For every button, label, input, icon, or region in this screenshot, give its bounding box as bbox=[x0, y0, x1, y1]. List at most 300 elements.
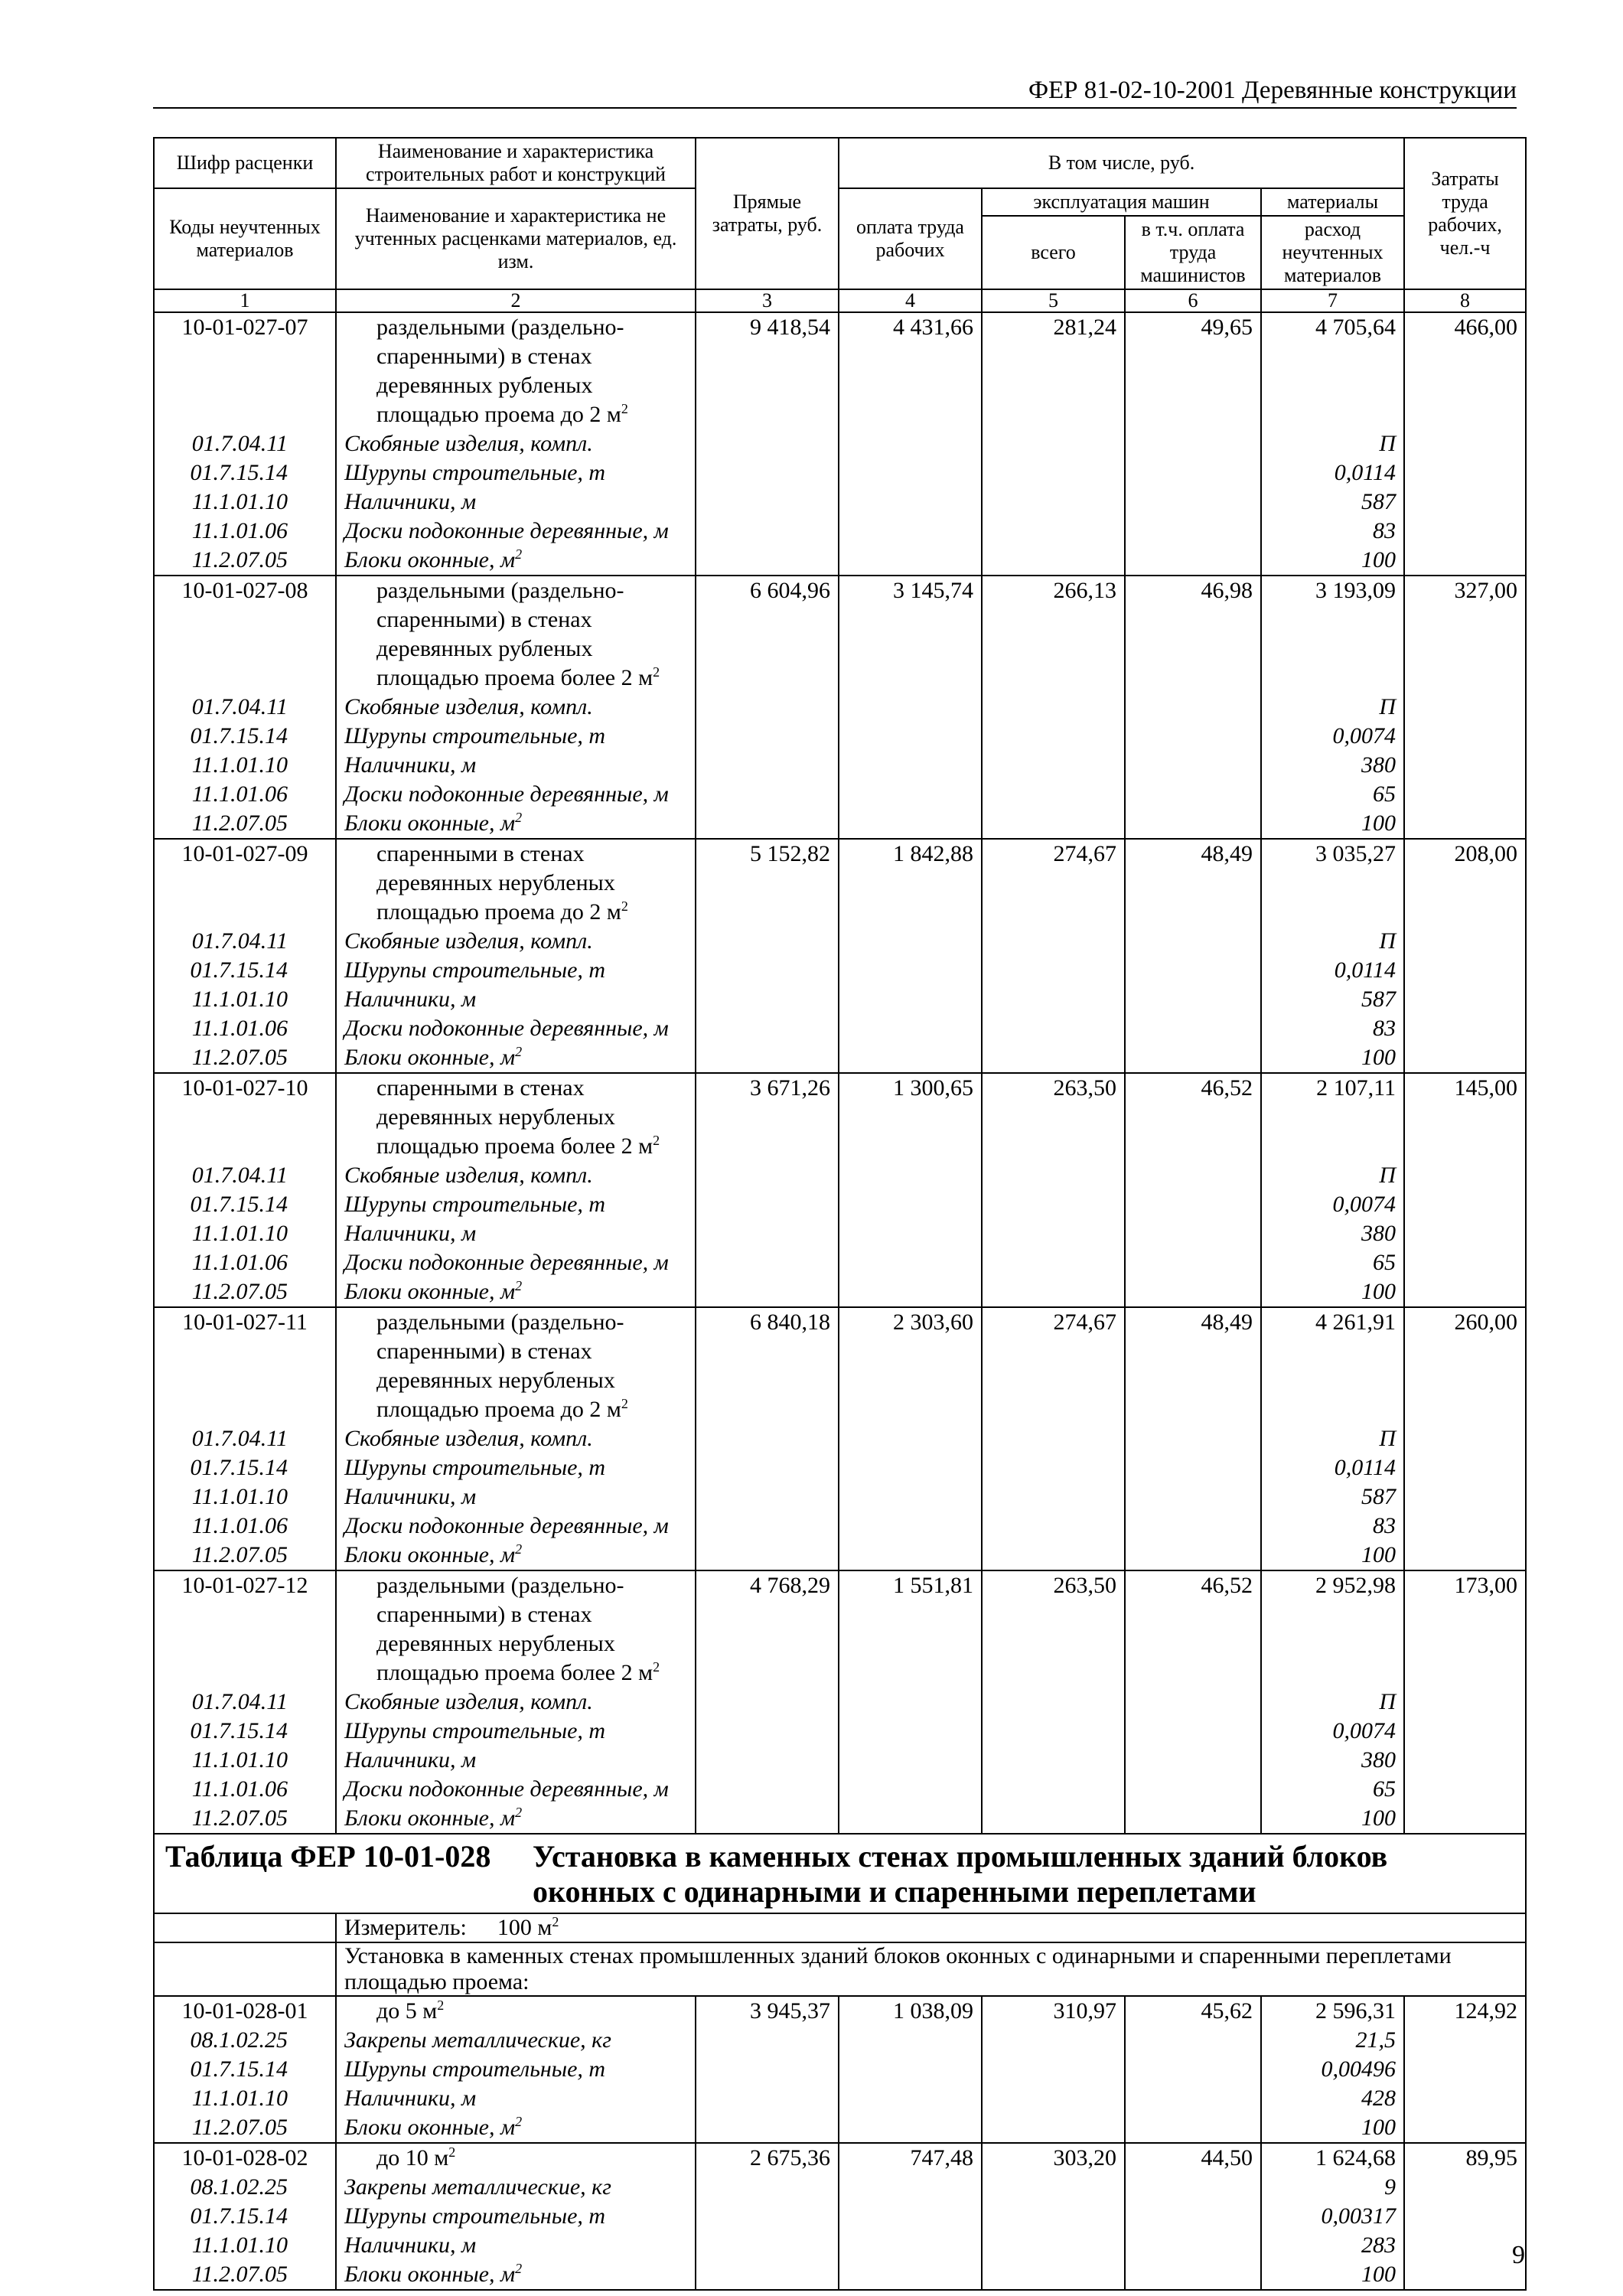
empty-cell bbox=[1404, 780, 1526, 809]
rate-code: 10-01-028-02 bbox=[154, 2143, 336, 2173]
rate-code: 10-01-027-08 bbox=[154, 576, 336, 693]
empty-cell bbox=[1125, 2055, 1261, 2084]
machines-labor: 46,52 bbox=[1125, 1073, 1261, 1161]
empty-cell bbox=[1125, 429, 1261, 458]
material-code: 01.7.04.11 bbox=[154, 927, 336, 956]
measure bbox=[336, 1913, 1526, 1942]
material-row bbox=[154, 429, 1526, 458]
empty-cell bbox=[839, 1717, 982, 1746]
material-name-text: Доски подоконные деревянные, м bbox=[344, 518, 669, 543]
empty-cell bbox=[1404, 1043, 1526, 1073]
material-row bbox=[154, 1014, 1526, 1043]
empty-cell bbox=[1125, 2084, 1261, 2113]
empty-cell bbox=[982, 1541, 1125, 1570]
header-materials-consumption: расход неучтенных материалов bbox=[1261, 216, 1404, 289]
material-consumption: П bbox=[1261, 1688, 1404, 1717]
material-row bbox=[154, 1161, 1526, 1190]
empty-cell bbox=[1404, 429, 1526, 458]
material-name bbox=[336, 1014, 696, 1043]
empty-cell bbox=[839, 751, 982, 780]
material-name-text: Шурупы строительные, т bbox=[344, 460, 606, 485]
header-code: Шифр расценки bbox=[154, 138, 336, 188]
empty-cell bbox=[982, 429, 1125, 458]
unit-superscript: 2 bbox=[621, 401, 628, 416]
material-name-text: Блоки оконные, м bbox=[344, 810, 516, 836]
empty-cell bbox=[696, 956, 839, 985]
empty-cell bbox=[982, 2260, 1125, 2290]
empty-cell bbox=[839, 1161, 982, 1190]
material-row bbox=[154, 546, 1526, 576]
material-row bbox=[154, 1453, 1526, 1482]
material-name-text: Доски подоконные деревянные, м bbox=[344, 1513, 669, 1538]
material-code: 01.7.15.14 bbox=[154, 458, 336, 488]
machines-total: 263,50 bbox=[982, 1570, 1125, 1688]
empty-cell bbox=[696, 488, 839, 517]
empty-cell bbox=[982, 546, 1125, 576]
description-line: спаренными) в стенах bbox=[376, 344, 592, 369]
empty-cell bbox=[839, 1043, 982, 1073]
empty-cell bbox=[839, 2084, 982, 2113]
empty-cell bbox=[982, 722, 1125, 751]
table-row bbox=[154, 312, 1526, 429]
empty-cell bbox=[1125, 780, 1261, 809]
empty-cell bbox=[1404, 517, 1526, 546]
material-code: 11.2.07.05 bbox=[154, 546, 336, 576]
material-row bbox=[154, 2084, 1526, 2113]
empty-cell bbox=[982, 751, 1125, 780]
empty-cell bbox=[1125, 1190, 1261, 1219]
materials-cost: 1 624,68 bbox=[1261, 2143, 1404, 2173]
material-row bbox=[154, 1804, 1526, 1834]
material-row bbox=[154, 2260, 1526, 2290]
empty-cell bbox=[982, 458, 1125, 488]
material-name-text: Шурупы строительные, т bbox=[344, 2056, 606, 2082]
description-line: до 5 м bbox=[376, 1998, 438, 2024]
material-name-text: Наличники, м bbox=[344, 1221, 477, 1246]
empty-cell bbox=[839, 1014, 982, 1043]
material-name-text: Блоки оконные, м bbox=[344, 2115, 516, 2140]
material-row bbox=[154, 780, 1526, 809]
material-name bbox=[336, 2173, 696, 2202]
material-name bbox=[336, 1775, 696, 1804]
material-name-text: Наличники, м bbox=[344, 987, 477, 1012]
rate-code: 10-01-027-10 bbox=[154, 1073, 336, 1161]
empty-cell bbox=[1125, 693, 1261, 722]
material-row bbox=[154, 927, 1526, 956]
empty-cell bbox=[982, 1014, 1125, 1043]
empty-cell bbox=[1404, 751, 1526, 780]
table-row bbox=[154, 1307, 1526, 1424]
material-row bbox=[154, 809, 1526, 839]
materials-cost: 4 261,91 bbox=[1261, 1307, 1404, 1424]
material-code: 01.7.15.14 bbox=[154, 2202, 336, 2231]
labor-pay: 4 431,66 bbox=[839, 312, 982, 429]
description-line: до 10 м bbox=[376, 2145, 449, 2170]
material-code: 01.7.04.11 bbox=[154, 1688, 336, 1717]
empty-cell bbox=[982, 2026, 1125, 2055]
empty-cell bbox=[1125, 722, 1261, 751]
group-row bbox=[154, 1942, 1526, 1996]
empty-cell bbox=[1125, 1219, 1261, 1248]
description-line: деревянных рубленых bbox=[376, 373, 593, 398]
material-code: 11.1.01.10 bbox=[154, 488, 336, 517]
empty-cell bbox=[982, 2202, 1125, 2231]
material-consumption: 587 bbox=[1261, 985, 1404, 1014]
empty-cell bbox=[982, 956, 1125, 985]
price-table bbox=[153, 137, 1527, 2291]
labor-hours: 466,00 bbox=[1404, 312, 1526, 429]
material-name-text: Доски подоконные деревянные, м bbox=[344, 781, 669, 807]
empty-cell bbox=[696, 546, 839, 576]
empty-cell bbox=[839, 2173, 982, 2202]
materials-cost: 2 107,11 bbox=[1261, 1073, 1404, 1161]
empty-cell bbox=[1404, 927, 1526, 956]
empty-cell bbox=[696, 1746, 839, 1775]
material-consumption: 65 bbox=[1261, 780, 1404, 809]
material-row bbox=[154, 1190, 1526, 1219]
direct-costs: 6 840,18 bbox=[696, 1307, 839, 1424]
description-line: деревянных нерубленых bbox=[376, 870, 615, 895]
table-row bbox=[154, 839, 1526, 927]
material-name-text: Скобяные изделия, компл. bbox=[344, 1163, 593, 1188]
material-row bbox=[154, 1219, 1526, 1248]
material-name-text: Доски подоконные деревянные, м bbox=[344, 1250, 669, 1275]
material-name bbox=[336, 517, 696, 546]
empty-cell bbox=[839, 1424, 982, 1453]
labor-pay: 747,48 bbox=[839, 2143, 982, 2173]
work-description bbox=[336, 312, 696, 429]
material-row bbox=[154, 722, 1526, 751]
empty-cell bbox=[1404, 2173, 1526, 2202]
material-consumption: 0,0114 bbox=[1261, 956, 1404, 985]
empty-cell bbox=[1125, 1482, 1261, 1512]
empty-cell bbox=[1125, 1453, 1261, 1482]
material-row bbox=[154, 751, 1526, 780]
material-consumption: 283 bbox=[1261, 2231, 1404, 2260]
material-name bbox=[336, 2113, 696, 2143]
empty-cell bbox=[1125, 1541, 1261, 1570]
empty-cell bbox=[1125, 2173, 1261, 2202]
material-name-text: Скобяные изделия, компл. bbox=[344, 1689, 593, 1714]
empty-cell bbox=[982, 488, 1125, 517]
table-row bbox=[154, 1996, 1526, 2026]
materials-cost: 3 193,09 bbox=[1261, 576, 1404, 693]
material-consumption: П bbox=[1261, 429, 1404, 458]
empty-cell bbox=[839, 1482, 982, 1512]
description-line: деревянных нерубленых bbox=[376, 1368, 615, 1393]
material-name bbox=[336, 488, 696, 517]
unit-superscript: 2 bbox=[653, 664, 660, 680]
material-consumption: 0,00496 bbox=[1261, 2055, 1404, 2084]
empty-cell bbox=[982, 1512, 1125, 1541]
unit-superscript: 2 bbox=[515, 2114, 523, 2129]
section-label: Таблица ФЕР 10-01-028 bbox=[165, 1839, 491, 1874]
material-name bbox=[336, 809, 696, 839]
empty-cell bbox=[1125, 809, 1261, 839]
material-consumption: 0,0114 bbox=[1261, 458, 1404, 488]
empty-cell bbox=[1404, 1804, 1526, 1834]
material-code: 08.1.02.25 bbox=[154, 2173, 336, 2202]
empty-cell bbox=[1125, 1746, 1261, 1775]
material-name bbox=[336, 2231, 696, 2260]
material-name-text: Шурупы строительные, т bbox=[344, 723, 606, 748]
empty-cell bbox=[982, 693, 1125, 722]
material-name bbox=[336, 2084, 696, 2113]
machines-labor: 46,52 bbox=[1125, 1570, 1261, 1688]
empty-cell bbox=[696, 1688, 839, 1717]
empty-cell bbox=[1125, 546, 1261, 576]
empty-cell bbox=[839, 458, 982, 488]
material-name bbox=[336, 1688, 696, 1717]
empty-cell bbox=[839, 956, 982, 985]
empty-cell bbox=[982, 2173, 1125, 2202]
empty-cell bbox=[1125, 1277, 1261, 1307]
unit-superscript: 2 bbox=[448, 2144, 456, 2160]
empty-cell bbox=[1125, 927, 1261, 956]
material-row bbox=[154, 1043, 1526, 1073]
description-line: площадью проема более 2 м bbox=[376, 1133, 653, 1159]
description-line: площадью проема до 2 м bbox=[376, 402, 621, 427]
material-name-text: Доски подоконные деревянные, м bbox=[344, 1776, 669, 1802]
material-name bbox=[336, 693, 696, 722]
direct-costs: 5 152,82 bbox=[696, 839, 839, 927]
material-code: 01.7.04.11 bbox=[154, 429, 336, 458]
empty-cell bbox=[982, 1717, 1125, 1746]
col-number: 7 bbox=[1261, 289, 1404, 312]
empty-cell bbox=[696, 1717, 839, 1746]
header-codes-unaccounted: Коды неучтенных материалов bbox=[154, 188, 336, 289]
material-name bbox=[336, 2026, 696, 2055]
unit-superscript: 2 bbox=[515, 2261, 523, 2276]
empty-cell bbox=[1404, 1248, 1526, 1277]
header-name-unaccounted: Наименование и характеристика не учтенных расценками материалов, ед. изм. bbox=[336, 188, 696, 289]
material-name bbox=[336, 429, 696, 458]
empty-cell bbox=[1125, 2231, 1261, 2260]
material-name bbox=[336, 1541, 696, 1570]
empty-cell bbox=[839, 809, 982, 839]
empty-cell bbox=[1404, 1717, 1526, 1746]
material-row bbox=[154, 1775, 1526, 1804]
material-row bbox=[154, 1424, 1526, 1453]
empty-cell bbox=[154, 1913, 336, 1942]
material-code: 01.7.15.14 bbox=[154, 722, 336, 751]
unit-superscript: 2 bbox=[515, 1044, 523, 1059]
empty-cell bbox=[1404, 488, 1526, 517]
col-number: 8 bbox=[1404, 289, 1526, 312]
description-line: спаренными в стенах bbox=[376, 1075, 585, 1101]
labor-pay: 3 145,74 bbox=[839, 576, 982, 693]
empty-cell bbox=[696, 2173, 839, 2202]
section-title bbox=[154, 1834, 1526, 1913]
machines-labor: 44,50 bbox=[1125, 2143, 1261, 2173]
empty-cell bbox=[696, 1453, 839, 1482]
empty-cell bbox=[982, 927, 1125, 956]
empty-cell bbox=[1125, 956, 1261, 985]
empty-cell bbox=[154, 1942, 336, 1996]
empty-cell bbox=[982, 2084, 1125, 2113]
material-row bbox=[154, 2113, 1526, 2143]
material-name bbox=[336, 1482, 696, 1512]
material-name bbox=[336, 1746, 696, 1775]
material-consumption: 428 bbox=[1261, 2084, 1404, 2113]
empty-cell bbox=[839, 1746, 982, 1775]
empty-cell bbox=[1404, 1161, 1526, 1190]
labor-hours: 89,95 bbox=[1404, 2143, 1526, 2173]
labor-pay: 1 300,65 bbox=[839, 1073, 982, 1161]
work-description bbox=[336, 839, 696, 927]
empty-cell bbox=[1404, 1424, 1526, 1453]
description-line: раздельными (раздельно- bbox=[376, 1573, 624, 1598]
unit-superscript: 2 bbox=[621, 1396, 628, 1411]
empty-cell bbox=[1125, 1512, 1261, 1541]
measure-row bbox=[154, 1913, 1526, 1942]
machines-total: 274,67 bbox=[982, 839, 1125, 927]
material-code: 11.1.01.06 bbox=[154, 780, 336, 809]
material-consumption: 587 bbox=[1261, 1482, 1404, 1512]
empty-cell bbox=[982, 780, 1125, 809]
material-row bbox=[154, 1277, 1526, 1307]
empty-cell bbox=[1125, 1014, 1261, 1043]
empty-cell bbox=[1125, 458, 1261, 488]
material-name-text: Блоки оконные, м bbox=[344, 1045, 516, 1070]
material-consumption: 100 bbox=[1261, 1541, 1404, 1570]
rate-code: 10-01-027-09 bbox=[154, 839, 336, 927]
empty-cell bbox=[982, 517, 1125, 546]
table-row bbox=[154, 1570, 1526, 1688]
description-line: площадью проема более 2 м bbox=[376, 665, 653, 690]
material-name bbox=[336, 780, 696, 809]
material-code: 11.2.07.05 bbox=[154, 2260, 336, 2290]
material-name-text: Шурупы строительные, т bbox=[344, 1455, 606, 1480]
material-consumption: П bbox=[1261, 693, 1404, 722]
material-consumption: 380 bbox=[1261, 1219, 1404, 1248]
empty-cell bbox=[1125, 1804, 1261, 1834]
empty-cell bbox=[1404, 1512, 1526, 1541]
material-name bbox=[336, 2260, 696, 2290]
labor-hours: 145,00 bbox=[1404, 1073, 1526, 1161]
material-consumption: П bbox=[1261, 927, 1404, 956]
empty-cell bbox=[1404, 985, 1526, 1014]
empty-cell bbox=[982, 1161, 1125, 1190]
material-code: 11.1.01.10 bbox=[154, 2231, 336, 2260]
empty-cell bbox=[1404, 1453, 1526, 1482]
unit-superscript: 2 bbox=[653, 1659, 660, 1675]
work-description bbox=[336, 2143, 696, 2173]
labor-hours: 327,00 bbox=[1404, 576, 1526, 693]
material-code: 11.2.07.05 bbox=[154, 1277, 336, 1307]
description-line: деревянных рубленых bbox=[376, 636, 593, 661]
material-name bbox=[336, 546, 696, 576]
labor-hours: 260,00 bbox=[1404, 1307, 1526, 1424]
rate-code: 10-01-028-01 bbox=[154, 1996, 336, 2026]
empty-cell bbox=[839, 1190, 982, 1219]
direct-costs: 6 604,96 bbox=[696, 576, 839, 693]
material-code: 11.1.01.06 bbox=[154, 1775, 336, 1804]
material-code: 11.2.07.05 bbox=[154, 1804, 336, 1834]
labor-pay: 1 551,81 bbox=[839, 1570, 982, 1688]
empty-cell bbox=[696, 1043, 839, 1073]
empty-cell bbox=[1125, 985, 1261, 1014]
material-row bbox=[154, 985, 1526, 1014]
empty-cell bbox=[839, 2202, 982, 2231]
empty-cell bbox=[1404, 2260, 1526, 2290]
empty-cell bbox=[696, 809, 839, 839]
empty-cell bbox=[1125, 2260, 1261, 2290]
material-consumption: 380 bbox=[1261, 751, 1404, 780]
material-code: 01.7.15.14 bbox=[154, 2055, 336, 2084]
empty-cell bbox=[839, 1277, 982, 1307]
empty-cell bbox=[982, 985, 1125, 1014]
material-consumption: 0,00317 bbox=[1261, 2202, 1404, 2231]
material-consumption: 100 bbox=[1261, 2260, 1404, 2290]
material-consumption: 83 bbox=[1261, 517, 1404, 546]
material-code: 11.1.01.06 bbox=[154, 1014, 336, 1043]
empty-cell bbox=[1404, 722, 1526, 751]
header-labor-pay: оплата труда рабочих bbox=[839, 188, 982, 289]
empty-cell bbox=[696, 1277, 839, 1307]
empty-cell bbox=[1404, 2202, 1526, 2231]
machines-total: 266,13 bbox=[982, 576, 1125, 693]
material-consumption: 0,0074 bbox=[1261, 1190, 1404, 1219]
empty-cell bbox=[1404, 809, 1526, 839]
material-consumption: 65 bbox=[1261, 1775, 1404, 1804]
empty-cell bbox=[1404, 956, 1526, 985]
materials-cost: 2 596,31 bbox=[1261, 1996, 1404, 2026]
empty-cell bbox=[839, 1512, 982, 1541]
material-consumption: 0,0074 bbox=[1261, 722, 1404, 751]
material-name bbox=[336, 1248, 696, 1277]
empty-cell bbox=[839, 546, 982, 576]
material-name bbox=[336, 2055, 696, 2084]
empty-cell bbox=[696, 2084, 839, 2113]
unit-superscript: 2 bbox=[552, 1914, 559, 1929]
machines-total: 303,20 bbox=[982, 2143, 1125, 2173]
rate-code: 10-01-027-11 bbox=[154, 1307, 336, 1424]
material-row bbox=[154, 1248, 1526, 1277]
material-name-text: Наличники, м bbox=[344, 1484, 477, 1509]
table-row bbox=[154, 1073, 1526, 1161]
materials-cost: 2 952,98 bbox=[1261, 1570, 1404, 1688]
empty-cell bbox=[696, 1424, 839, 1453]
material-code: 01.7.15.14 bbox=[154, 1190, 336, 1219]
empty-cell bbox=[1404, 1219, 1526, 1248]
material-row bbox=[154, 2026, 1526, 2055]
description-line: деревянных нерубленых bbox=[376, 1104, 615, 1130]
empty-cell bbox=[1125, 2113, 1261, 2143]
material-name-text: Наличники, м bbox=[344, 1747, 477, 1773]
empty-cell bbox=[696, 927, 839, 956]
description-line: раздельными (раздельно- bbox=[376, 1309, 624, 1335]
empty-cell bbox=[839, 429, 982, 458]
empty-cell bbox=[1404, 2026, 1526, 2055]
description-line: площадью проема до 2 м bbox=[376, 1397, 621, 1422]
empty-cell bbox=[982, 2055, 1125, 2084]
empty-cell bbox=[839, 693, 982, 722]
table-row bbox=[154, 576, 1526, 693]
empty-cell bbox=[839, 985, 982, 1014]
unit-superscript: 2 bbox=[621, 899, 628, 914]
empty-cell bbox=[1404, 2084, 1526, 2113]
work-description bbox=[336, 1996, 696, 2026]
direct-costs: 3 945,37 bbox=[696, 1996, 839, 2026]
measure-value: 100 м bbox=[497, 1915, 552, 1940]
table-row bbox=[154, 2143, 1526, 2173]
labor-hours: 208,00 bbox=[1404, 839, 1526, 927]
work-description bbox=[336, 1570, 696, 1688]
material-name-text: Закрепы металлические, кг bbox=[344, 2027, 611, 2053]
empty-cell bbox=[839, 780, 982, 809]
material-consumption: 83 bbox=[1261, 1014, 1404, 1043]
